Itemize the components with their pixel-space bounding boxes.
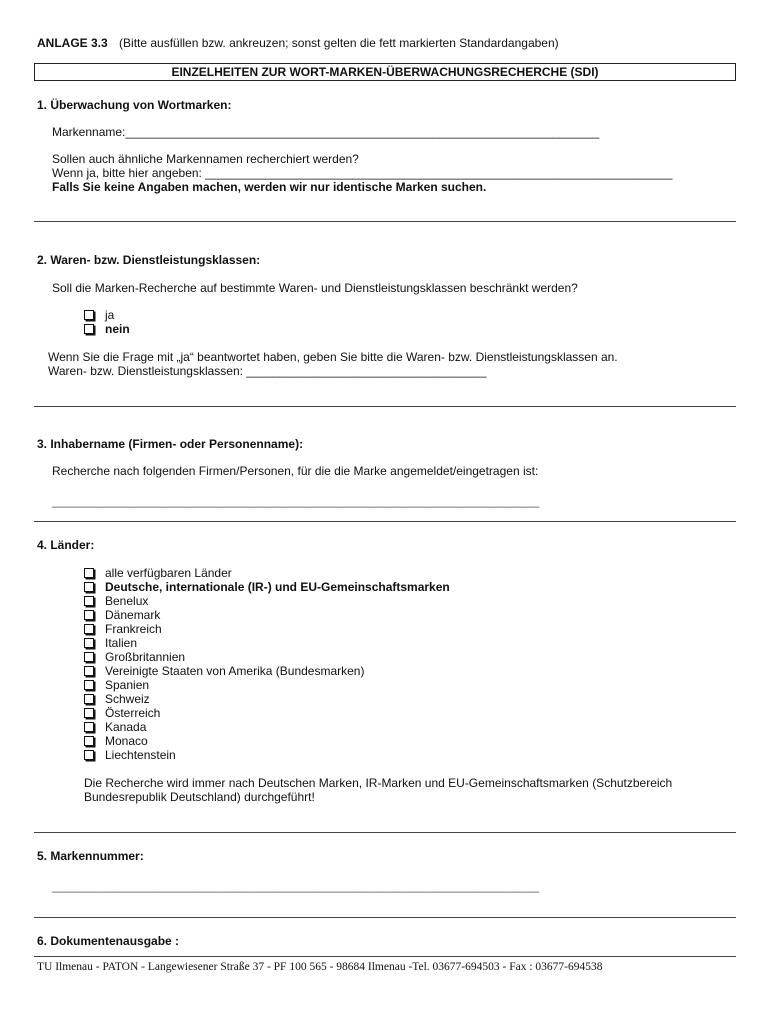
checkbox[interactable] [84, 624, 94, 634]
checkbox[interactable] [84, 568, 94, 578]
annex-instruction: (Bitte ausfüllen bzw. ankreuzen; sonst gelten die fett markierten Standardangaben) [119, 36, 559, 50]
checkbox[interactable] [84, 652, 94, 662]
checkbox-yes[interactable] [84, 310, 94, 320]
country-label: Österreich [105, 706, 161, 720]
country-label: Dänemark [105, 608, 161, 622]
country-item[interactable] [84, 622, 162, 636]
country-label: Schweiz [105, 692, 150, 706]
divider [34, 832, 736, 833]
section5-heading: 5. Markennummer: [37, 849, 144, 863]
divider [34, 521, 736, 522]
checkbox[interactable] [84, 722, 94, 732]
trademark-name-field[interactable]: Markenname:_______________________________________________________________________ [52, 125, 600, 139]
checkbox[interactable] [84, 638, 94, 648]
option-no-label: nein [105, 322, 130, 336]
checkbox[interactable] [84, 680, 94, 690]
checkbox-no[interactable] [84, 324, 94, 334]
section3-heading: 3. Inhabername (Firmen- oder Personenname): [37, 437, 304, 451]
divider [34, 406, 736, 407]
checkbox[interactable] [84, 750, 94, 760]
country-item[interactable] [84, 692, 150, 706]
identical-marks-note: Falls Sie keine Angaben machen, werden wir nur identische Marken suchen. [52, 180, 487, 194]
section1-heading: 1. Überwachung von Wortmarken: [37, 98, 232, 112]
similar-names-question: Sollen auch ähnliche Markennamen recherchiert werden? [52, 152, 359, 166]
annex-header [37, 36, 559, 50]
country-item[interactable] [84, 636, 137, 650]
country-item[interactable] [84, 650, 185, 664]
country-item[interactable] [84, 608, 160, 622]
checkbox[interactable] [84, 666, 94, 676]
classes-info: Wenn Sie die Frage mit „ja“ beantwortet haben, geben Sie bitte die Waren- bzw. Dienstleistungsklassen an. [48, 350, 618, 364]
checkbox[interactable] [84, 736, 94, 746]
classes-question: Soll die Marken-Recherche auf bestimmte Waren- und Dienstleistungsklassen beschränkt werden? [52, 281, 578, 295]
country-label: Deutsche, internationale (IR-) und EU-Gemeinschaftsmarken [105, 580, 450, 594]
checkbox[interactable] [84, 610, 94, 620]
option-yes-label: ja [105, 308, 115, 322]
option-no[interactable] [84, 322, 130, 336]
form-title-box [34, 63, 736, 81]
country-item[interactable] [84, 748, 176, 762]
country-label: Spanien [105, 678, 150, 692]
similar-names-field[interactable]: Wenn ja, bitte hier angeben: ______________________________________________________________________ [52, 166, 673, 180]
section4-heading: 4. Länder: [37, 538, 95, 552]
footer-divider [34, 956, 736, 957]
country-label: Großbritannien [105, 650, 186, 664]
countries-note-line1: Die Recherche wird immer nach Deutschen Marken, IR-Marken und EU-Gemeinschaftsmarken (Schutzbereich [84, 776, 673, 790]
country-label: Kanada [105, 720, 147, 734]
country-label: Frankreich [105, 622, 162, 636]
annex-label: ANLAGE 3.3 [37, 36, 108, 50]
country-label: Italien [105, 636, 138, 650]
country-label: Monaco [105, 734, 148, 748]
owner-field[interactable]: _________________________________________________________________________ [52, 494, 540, 508]
country-label: Liechtenstein [105, 748, 176, 762]
section2-heading: 2. Waren- bzw. Dienstleistungsklassen: [37, 253, 261, 267]
country-label: Benelux [105, 594, 149, 608]
classes-field[interactable]: Waren- bzw. Dienstleistungsklassen: ____________________________________ [48, 364, 487, 378]
divider [34, 221, 736, 222]
countries-note-line2: Bundesrepublik Deutschland) durchgeführt! [84, 790, 315, 804]
form-title: EINZELHEITEN ZUR WORT-MARKEN-ÜBERWACHUNGSRECHERCHE (SDI) [171, 65, 599, 79]
divider [34, 917, 736, 918]
checkbox[interactable] [84, 708, 94, 718]
country-label: alle verfügbaren Länder [105, 566, 232, 580]
checkbox[interactable] [84, 694, 94, 704]
checkbox[interactable] [84, 582, 94, 592]
country-item[interactable] [84, 566, 232, 580]
trademark-number-field[interactable]: _________________________________________________________________________ [52, 879, 540, 893]
country-item[interactable] [84, 734, 148, 748]
country-item[interactable] [84, 678, 149, 692]
section6-heading: 6. Dokumentenausgabe : [37, 934, 180, 948]
country-item[interactable] [84, 720, 146, 734]
checkbox[interactable] [84, 596, 94, 606]
country-item[interactable] [84, 706, 160, 720]
footer-address: TU Ilmenau - PATON - Langewiesener Straße 37 - PF 100 565 - 98684 Ilmenau -Tel. 03677-694503 - Fax : 03677-694538 [37, 961, 603, 973]
country-item[interactable] [84, 580, 450, 594]
country-label: Vereinigte Staaten von Amerika (Bundesmarken) [105, 664, 365, 678]
country-item[interactable] [84, 594, 148, 608]
option-yes[interactable] [84, 308, 114, 322]
country-item[interactable] [84, 664, 364, 678]
owner-search-text: Recherche nach folgenden Firmen/Personen, für die die Marke angemeldet/eingetragen ist: [52, 464, 539, 478]
